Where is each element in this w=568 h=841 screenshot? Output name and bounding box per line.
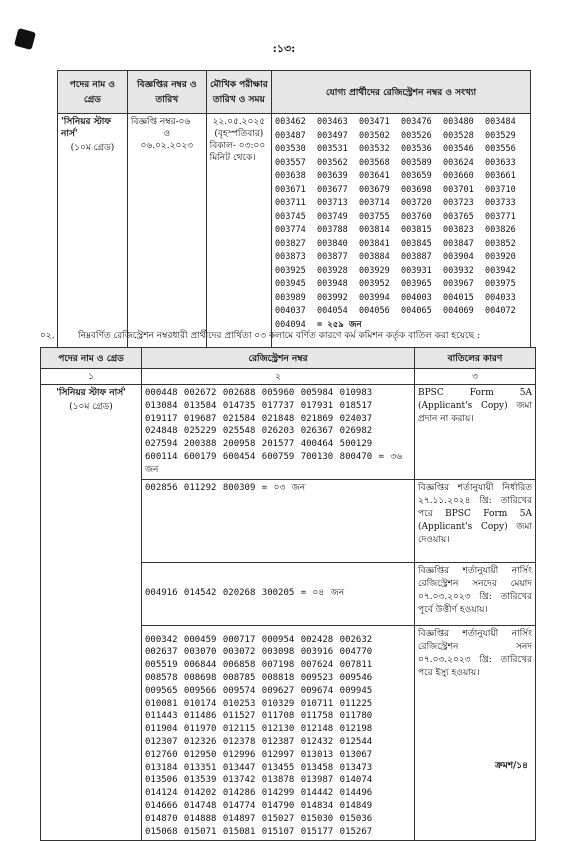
registration-number: 003965: [401, 279, 432, 289]
registration-number: 004015: [443, 292, 474, 303]
registration-number: 003815: [401, 225, 432, 235]
registration-number: 003925: [275, 265, 306, 276]
registration-number: 004054: [317, 306, 348, 316]
registration-number: 003931: [401, 265, 432, 276]
page-number: :১৩:: [272, 42, 296, 55]
post-name: 'সিনিয়র স্টাফ নার্স': [61, 117, 111, 139]
registration-number: 003476: [401, 117, 432, 127]
registration-number: 003788: [317, 225, 348, 235]
registration-number: 003992: [317, 292, 348, 303]
registration-number: 003827: [275, 238, 306, 249]
registration-number: 003826: [485, 225, 516, 235]
registration-number: 003480: [443, 117, 474, 127]
registration-number: 003557: [275, 157, 306, 168]
cancel-reason: BPSC Form 5A (Applicant's Copy) জমা প্রদান না করায়।: [415, 385, 536, 480]
post-name: 'সিনিয়র স্টাফ নার্স': [56, 388, 126, 398]
registration-number: 003877: [317, 252, 348, 262]
post-grade: (১০ম গ্রেড): [70, 143, 115, 153]
post-grade: (১০ম গ্রেড): [69, 402, 113, 412]
header-viva-date: মৌখিক পরীক্ষার তারিখ ও সময়: [206, 71, 271, 114]
eligible-candidates-table: [57, 70, 531, 355]
registration-number: 003546: [443, 144, 474, 154]
cancellation-note: [40, 328, 540, 343]
registration-number: 003462: [275, 117, 306, 127]
registration-number: 003679: [359, 184, 390, 195]
table-header-row: [41, 348, 536, 369]
post-cell: [41, 385, 142, 841]
registration-number: 003568: [359, 157, 390, 168]
viva-cell: [206, 114, 271, 355]
registration-number: 003720: [401, 198, 432, 208]
registration-number: 003487: [275, 130, 306, 141]
registration-number: 003589: [401, 157, 432, 168]
registration-number: 003532: [359, 144, 390, 154]
registration-number: 003661: [485, 171, 516, 181]
registration-number: 004033: [485, 292, 516, 303]
viva-from: মিনিট থেকে।: [209, 153, 256, 163]
viva-date: ২২.০৫.২০২৫: [212, 117, 266, 127]
column-index-row: [41, 369, 536, 385]
registration-number: 003948: [317, 279, 348, 289]
registration-number: 003536: [401, 144, 432, 154]
registration-number: 003711: [275, 198, 306, 208]
header-post-name: পদের নাম ও গ্রেড: [58, 71, 128, 114]
registration-number: 003749: [317, 211, 348, 222]
registration-number: 004037: [275, 306, 306, 316]
table-row: [58, 114, 531, 355]
column-index: ২: [142, 369, 415, 385]
registration-number: 003677: [317, 184, 348, 195]
registration-number: 003765: [443, 211, 474, 222]
registration-number: 004094: [275, 319, 306, 330]
circular-cell: [127, 114, 206, 355]
registration-number: 003660: [443, 171, 474, 181]
registration-number: 003530: [275, 144, 306, 154]
registration-number: 003847: [443, 238, 474, 249]
registration-list: 000342 000459 000717 000954 002428 002632 002637 003070 003072 003098 003916 004770 005519 006844 006858 007198 007624 007811 008578 008698 008785 008818 009523 009546 009565 009566 009574 009627 009674 009945 010081 010174 010253 010329 010711 011225 011443 011486 011527 011708 011758 011780 011904 011970 012115 012130 012148 012198 012307 012326 012378 012387 012432 012544 012760 012950 012996 012997 013013 013067 013184 013351 013447 013455 013458 013473 013506 013539 013742 013878 013987 014074 014124 014202 014286 014299 014442 014496 014666 014748 014774 014790 014834 014849 014870 014888 014897 015027 015030 015036 015068 015071 015081 015107 015177 015267: [142, 625, 415, 841]
registration-number: 003638: [275, 171, 306, 181]
registration-number: 003633: [485, 157, 516, 168]
registration-list: 002856 011292 800309 = ০৩ জন: [142, 479, 415, 562]
registration-number: 003556: [485, 144, 516, 154]
registration-number: 003463: [317, 117, 348, 127]
post-cell: [58, 114, 128, 355]
registration-number: 003497: [317, 130, 348, 141]
registration-number: 003659: [401, 171, 432, 181]
circular-date: ০৬.০২.২০২৩: [140, 141, 194, 151]
registration-number: 003529: [485, 130, 516, 141]
registration-number: 003713: [317, 198, 348, 208]
column-index: ৩: [415, 369, 536, 385]
note-text: নিম্নবর্ণিত রেজিস্ট্রেশন নম্বরধারী প্রার্থীদের প্রার্থিতা ০৩ কলামে বর্ণিত কারণে কর্ম কমিশন কর্তৃক বাতিল করা হয়েছে :: [78, 331, 480, 341]
table-header-row: [58, 71, 531, 114]
registration-number: 004056: [359, 306, 390, 316]
cancelled-candidates-table: [40, 347, 536, 841]
registration-number: 003755: [359, 211, 390, 222]
header-cancel-reason: বাতিলের কারণ: [415, 348, 536, 369]
circular-number: বিজ্ঞপ্তি নম্বর-০৬: [130, 117, 191, 127]
registration-number: 003852: [485, 238, 516, 249]
registration-list: 004916 014542 020268 300205 = ০৪ জন: [142, 562, 415, 625]
header-registration-number: রেজিস্ট্রেশন নম্বর: [142, 348, 415, 369]
cancel-reason: বিজ্ঞপ্তির শর্তানুযায়ী নার্সিং রেজিস্ট্রেশন সনদ ০৭.০৩.২০২৩ খ্রি: তারিখের পরে ইস্যু হওয়ায়।: [415, 625, 536, 841]
registration-number: 003771: [485, 211, 516, 222]
registration-number: 003942: [485, 265, 516, 276]
registration-number: 003760: [401, 211, 432, 222]
registration-number: 003887: [401, 252, 432, 262]
registration-number: 003884: [359, 252, 390, 262]
registration-number: 003873: [275, 252, 306, 262]
registration-number: 003562: [317, 157, 348, 168]
registration-number: 003928: [317, 265, 348, 276]
registration-number: 003967: [443, 279, 474, 289]
registration-number: 003710: [485, 184, 516, 195]
viva-time: বিকাল- ০৩:০০: [209, 141, 266, 151]
header-post-name: পদের নাম ও গ্রেড: [41, 348, 142, 369]
header-registrations: যোগ্য প্রার্থীদের রেজিস্ট্রেশন নম্বর ও সংখ্যা: [272, 71, 531, 114]
header-circular: বিজ্ঞপ্তির নম্বর ও তারিখ: [127, 71, 206, 114]
registration-number: 003840: [317, 238, 348, 249]
registration-number: 003745: [275, 211, 306, 222]
column-index: ১: [41, 369, 142, 385]
registration-number: 003929: [359, 265, 390, 276]
viva-day: (বৃহস্পতিবার): [214, 129, 264, 139]
registration-list: 000448 002672 002688 005960 005984 010983 013084 013584 014735 017737 017931 018517 019117 019687 021584 021848 021869 024037 024848 025229 025548 026203 026367 026982 027594 200388 200958 201577 400464 500129 600114 600179 600454 600759 700130 800470 = ৩৬ জন: [142, 385, 415, 480]
registration-number: 003952: [359, 279, 390, 289]
table-row: [41, 385, 536, 480]
registration-number: 003975: [485, 279, 516, 289]
registration-number: 003526: [401, 130, 432, 141]
registration-number: 003484: [485, 117, 516, 127]
registration-number: 003714: [359, 198, 390, 208]
registration-number: 003841: [359, 238, 390, 249]
registration-number: 003733: [485, 198, 516, 208]
registration-number: 003823: [443, 225, 474, 235]
registration-number: 003701: [443, 184, 474, 195]
registration-number: 004065: [401, 306, 432, 316]
circular-and: ও: [163, 129, 171, 139]
registration-number: 003723: [443, 198, 474, 208]
registration-number: 003502: [359, 130, 390, 141]
cancel-reason: বিজ্ঞপ্তির শর্তানুযায়ী নার্সিং রেজিস্ট্রেশন সনদের মেয়াদ ০৭.০৩.২০২৩ খ্রি: তারিখের পূর্বে উত্তীর্ণ হওয়ায়।: [415, 562, 536, 625]
registration-number: 003639: [317, 171, 348, 181]
registration-number: 004003: [401, 292, 432, 303]
registration-number: 004072: [485, 306, 516, 316]
registration-number: 003989: [275, 292, 306, 303]
registration-number: 003528: [443, 130, 474, 141]
registration-number: 003945: [275, 279, 306, 289]
registration-total: = ২৫৯ জন: [317, 319, 362, 330]
registration-number: 003904: [443, 252, 474, 262]
registration-number: 003671: [275, 184, 306, 195]
registration-number: 003641: [359, 171, 390, 181]
registration-grid: [275, 116, 527, 332]
registration-number: 003531: [317, 144, 348, 154]
registration-number: 003471: [359, 117, 390, 127]
registration-number: 003698: [401, 184, 432, 195]
registration-number: 003624: [443, 157, 474, 168]
registration-number: 004069: [443, 306, 474, 316]
registrations-cell: [272, 114, 531, 355]
registration-number: 003774: [275, 225, 306, 235]
continued-footer: ক্রমশ/১৪: [495, 761, 528, 771]
registration-number: 003814: [359, 225, 390, 235]
cancel-reason: বিজ্ঞপ্তির শর্তানুযায়ী নির্ধারিত ২৭.১১.২০২৪ খ্রি: তারিখের পরে BPSC Form 5A (Applicant's Copy) জমা দেওয়ায়।: [415, 479, 536, 562]
registration-number: 003994: [359, 292, 390, 303]
registration-number: 003932: [443, 265, 474, 276]
note-number: ০২.: [40, 331, 55, 341]
registration-number: 003845: [401, 238, 432, 249]
registration-number: 003920: [485, 252, 516, 262]
